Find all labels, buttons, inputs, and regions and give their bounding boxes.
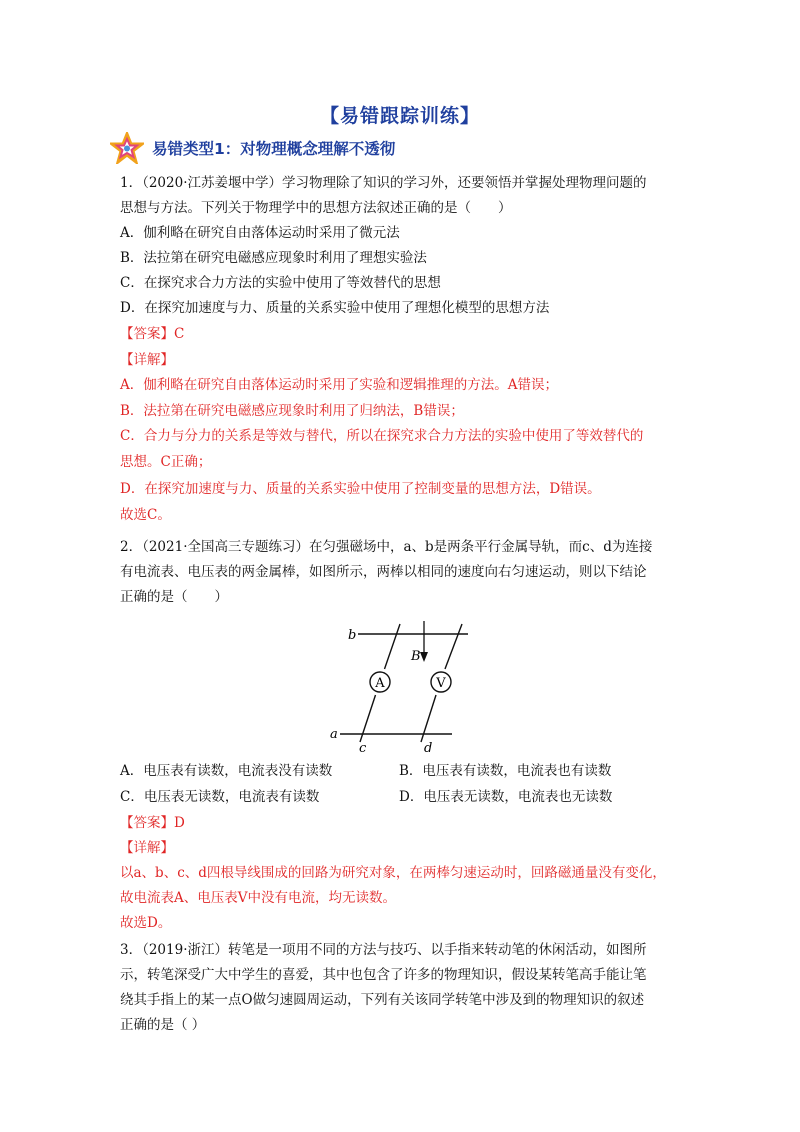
q1-option-a: A．伽利略在研究自由落体运动时采用了微元法	[120, 225, 400, 241]
category-label: 易错类型1：对物理概念理解不透彻	[152, 140, 396, 158]
label-c: c	[359, 741, 367, 755]
q1-stem-line-2: 思想与方法。下列关于物理学中的思想方法叙述正确的是（ ）	[120, 200, 512, 216]
q1-option-b: B．法拉第在研究电磁感应现象时利用了理想实验法	[120, 250, 427, 266]
voltmeter-label: V	[436, 676, 446, 691]
q2-option-c: C．电压表无读数，电流表有读数	[120, 789, 320, 805]
q1-detail-line: C．合力与分力的关系是等效与替代，所以在探究求合力方法的实验中使用了等效替代的	[120, 428, 644, 444]
label-a: a	[330, 727, 338, 742]
q1-answer: 【答案】C	[120, 326, 185, 342]
q1-stem-line-1: 1．（2020·江苏姜堰中学）学习物理除了知识的学习外，还要领悟并掌握处理物理问题的	[120, 175, 647, 191]
q1-detail-line: D．在探究加速度与力、质量的关系实验中使用了控制变量的思想方法，D错误。	[120, 481, 601, 497]
label-d: d	[424, 741, 433, 755]
q2-option-b: B．电压表有读数，电流表也有读数	[399, 763, 612, 779]
star-icon	[110, 132, 144, 164]
q1-option-c: C．在探究求合力方法的实验中使用了等效替代的思想	[120, 275, 441, 291]
q3-stem-line: 绕其手指上的某一点O做匀速圆周运动，下列有关该同学转笔中涉及到的物理知识的叙述	[120, 992, 645, 1008]
q1-detail-heading: 【详解】	[120, 352, 174, 368]
q1-detail-line: B．法拉第在研究电磁感应现象时利用了归纳法，B错误；	[120, 403, 464, 419]
q2-stem-line-2: 有电流表、电压表的两金属棒，如图所示，两棒以相同的速度向右匀速运动，则以下结论	[120, 564, 647, 580]
q1-option-d: D．在探究加速度与力、质量的关系实验中使用了理想化模型的思想方法	[120, 300, 550, 316]
label-b: b	[348, 628, 357, 643]
circuit-figure	[328, 620, 478, 755]
q2-stem-line-3: 正确的是（ ）	[120, 589, 228, 605]
q2-option-d: D．电压表无读数，电流表也无读数	[399, 789, 613, 805]
q3-stem-line: 正确的是（ ）	[120, 1017, 206, 1033]
q2-stem-line-1: 2．（2021·全国高三专题练习）在匀强磁场中，a、b是两条平行金属导轨，而c、d为连接	[120, 539, 653, 555]
q1-detail-line: 故选C。	[120, 507, 171, 523]
q2-option-a: A．电压表有读数，电流表没有读数	[120, 763, 333, 779]
ammeter-label: A	[375, 676, 385, 691]
label-B: B	[411, 649, 421, 664]
q1-detail-line: A．伽利略在研究自由落体运动时采用了实验和逻辑推理的方法。A错误；	[120, 377, 558, 393]
q3-stem-line: 3．（2019·浙江）转笔是一项用不同的方法与技巧、以手指来转动笔的休闲活动，如图所	[120, 942, 647, 958]
q2-answer: 【答案】D	[120, 815, 185, 831]
q2-detail-line: 故电流表A、电压表V中没有电流，均无读数。	[120, 890, 396, 906]
q2-detail-line: 故选D。	[120, 915, 172, 931]
q2-detail-heading: 【详解】	[120, 840, 174, 856]
q3-stem-line: 示，转笔深受广大中学生的喜爱，其中也包含了许多的物理知识，假设某转笔高手能让笔	[120, 967, 647, 983]
q2-detail-line: 以a、b、c、d四根导线围成的回路为研究对象，在两棒匀速运动时，回路磁通量没有变化，	[120, 865, 666, 881]
page-title: 【易错跟踪训练】	[319, 105, 480, 127]
q1-detail-line: 思想。C正确；	[120, 454, 212, 470]
